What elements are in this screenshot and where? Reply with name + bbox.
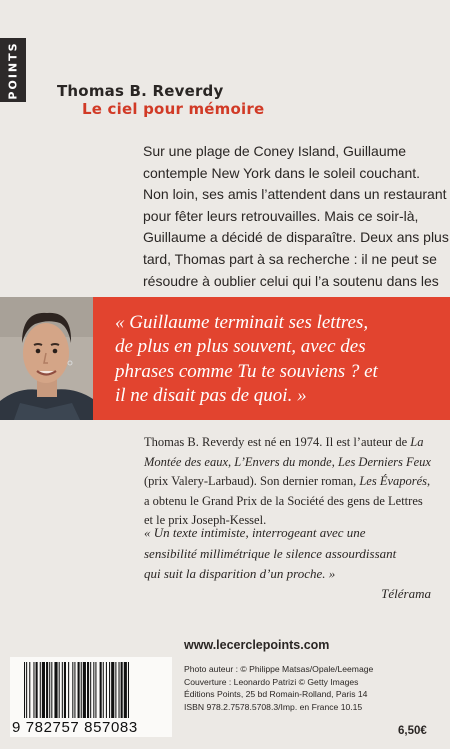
- barcode-bar: [115, 662, 116, 718]
- bio-text: ,: [331, 454, 338, 469]
- price: 6,50€: [398, 725, 427, 737]
- barcode-bar: [111, 662, 114, 718]
- barcode-bar: [128, 662, 129, 718]
- publisher-website[interactable]: www.lecerclepoints.com: [184, 638, 330, 652]
- bio-line: a obtenu le Grand Prix de la Société des gens de Lettres: [144, 493, 423, 508]
- barcode-bar: [36, 662, 38, 718]
- barcode-bar: [40, 662, 41, 718]
- book-summary: [143, 141, 449, 314]
- author-bio: [144, 433, 444, 531]
- press-review: [144, 523, 444, 585]
- points-logo: [0, 38, 26, 102]
- credit-line: Couverture : Leonardo Patrizi © Getty Images: [184, 676, 359, 687]
- barcode-bar: [62, 662, 63, 718]
- barcode-bar: [81, 662, 82, 718]
- barcode-bar: [64, 662, 66, 718]
- author-name: Thomas B. Reverdy: [57, 82, 224, 100]
- barcode-bars: [24, 662, 170, 720]
- barcode-bar: [109, 662, 110, 718]
- bio-line: [144, 453, 444, 473]
- barcode-bar: [90, 662, 91, 718]
- review-source: Télérama: [381, 586, 431, 601]
- barcode-bar: [74, 662, 75, 718]
- barcode-bar: [72, 662, 73, 718]
- summary-line: résoudre à oublier celui qui l’a soutenu dans les: [143, 272, 439, 289]
- summary-line: Guillaume a décidé de disparaître. Deux ans plus: [143, 229, 449, 246]
- bio-text: ,: [427, 474, 431, 488]
- bio-book-title: L’Envers du monde: [234, 454, 332, 469]
- bio-line: et le prix Joseph-Kessel.: [144, 513, 267, 527]
- barcode-bar: [51, 662, 52, 718]
- excerpt-quote: [115, 311, 445, 409]
- bio-book-title: Montée des eaux: [144, 454, 228, 469]
- summary-line: contemple New York dans le soleil couchant.: [143, 164, 421, 181]
- barcode-bar: [26, 662, 27, 718]
- barcode-bar: [59, 662, 60, 718]
- credits: [184, 663, 373, 713]
- barcode-bar: [46, 662, 48, 718]
- barcode: [10, 657, 172, 737]
- bio-book-title: Les Évaporés: [359, 474, 428, 488]
- author-photo: [0, 297, 93, 420]
- barcode-bar: [121, 662, 123, 718]
- excerpt-line: « Guillaume terminait ses lettres,: [115, 312, 369, 333]
- excerpt-line: phrases comme Tu te souviens ? et: [115, 360, 378, 382]
- bio-line: [144, 433, 444, 453]
- barcode-bar: [119, 662, 120, 718]
- points-logo-text: POINTS: [6, 40, 20, 100]
- barcode-bar: [78, 662, 80, 718]
- barcode-bar: [103, 662, 104, 718]
- review-line: sensibilité millimétrique le silence assourdissant: [144, 545, 397, 561]
- barcode-bar: [100, 662, 102, 718]
- credit-line: Photo auteur : © Philippe Matsas/Opale/Leemage: [184, 664, 374, 674]
- bio-text: ,: [228, 454, 235, 469]
- barcode-bar: [33, 662, 34, 718]
- barcode-bar: [54, 662, 57, 718]
- credit-line: Éditions Points, 25 bd Romain-Rolland, Paris 14: [184, 689, 368, 700]
- barcode-bar: [29, 662, 30, 718]
- bio-book-title: La: [410, 435, 424, 449]
- barcode-bar: [95, 662, 96, 718]
- barcode-digits: 9 782757 857083: [12, 719, 138, 736]
- barcode-bar: [68, 662, 69, 718]
- bio-text: Thomas B. Reverdy est né en 1974. Il est l’auteur de: [144, 435, 411, 449]
- barcode-bar: [49, 662, 50, 718]
- barcode-bar: [42, 662, 45, 718]
- credit-line: ISBN 978.2.7578.5708.3/Imp. en France 10.15: [184, 701, 363, 712]
- barcode-bar: [87, 662, 89, 718]
- summary-line: tard, Thomas part à sa recherche : il ne peut se: [143, 250, 437, 267]
- summary-line: pour fêter leurs retrouvailles. Mais ce soir-là,: [143, 207, 419, 224]
- barcode-bar: [83, 662, 86, 718]
- barcode-bar: [93, 662, 94, 718]
- excerpt-line: il ne disait pas de quoi. »: [115, 385, 307, 407]
- summary-line: Sur une plage de Coney Island, Guillaume: [143, 143, 407, 159]
- book-title: Le ciel pour mémoire: [82, 100, 265, 118]
- bio-line: [144, 472, 444, 492]
- barcode-bar: [24, 662, 25, 718]
- barcode-bar: [106, 662, 107, 718]
- summary-line: Non loin, ses amis l’attendent dans un restaurant: [143, 186, 447, 203]
- barcode-bar: [124, 662, 127, 718]
- bio-book-title: Les Derniers Feux: [337, 454, 431, 469]
- bio-text: (prix Valery-Larbaud). Son dernier roman,: [144, 474, 360, 488]
- excerpt-line: de plus en plus souvent, avec des: [115, 336, 366, 358]
- review-line: « Un texte intimiste, interrogeant avec une: [144, 525, 366, 540]
- review-line: qui suit la disparition d’un proche. »: [144, 566, 336, 581]
